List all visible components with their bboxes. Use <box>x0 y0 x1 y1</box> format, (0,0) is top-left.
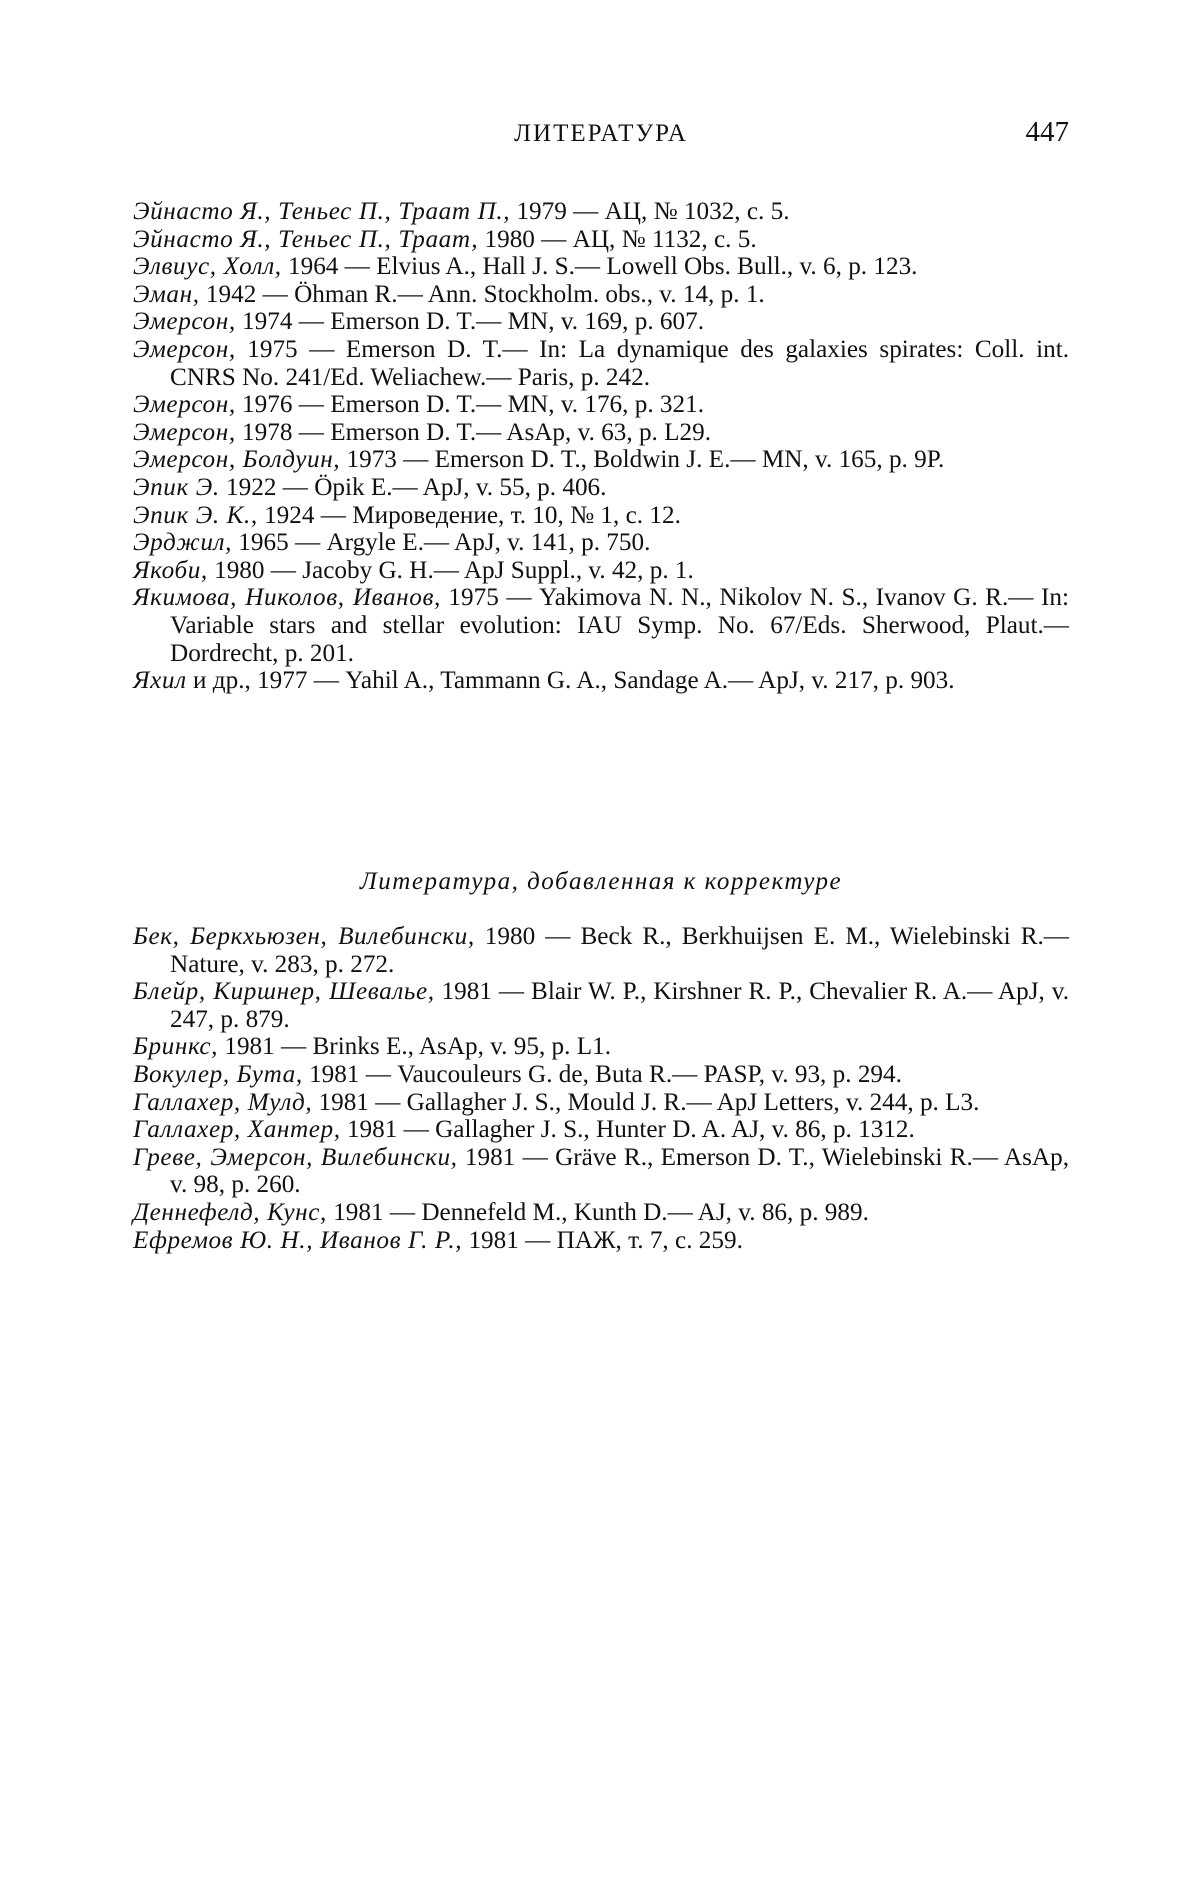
reference-authors: Эйнасто Я., Теньес П., Траат П., <box>133 198 511 225</box>
reference-details: 1980 — АЦ, № 1132, с. 5. <box>478 225 757 253</box>
reference-entry <box>133 336 1069 391</box>
reference-authors: Ефремов Ю. Н., Иванов Г. Р., <box>133 1226 463 1254</box>
reference-details: 1975 — Yakimova N. N., Nikolov N. S., Ivanov G. R.— In: Variable stars and stellar evolution: IAU Symp. No. 67/Eds. Sherwood, Plaut.— Dordrecht, p. 201. <box>170 584 1069 667</box>
reference-authors: Эмерсон, <box>133 418 236 446</box>
reference-authors: Яхил <box>133 667 187 695</box>
reference-entry <box>133 226 1069 254</box>
reference-details: 1974 — Emerson D. T.— MN, v. 169, p. 607. <box>235 308 705 336</box>
reference-details: 1980 — Jacoby G. H.— ApJ Suppl., v. 42, p. 1. <box>207 556 694 584</box>
reference-entry <box>133 978 1069 1033</box>
reference-authors: Эпик Э. К., <box>133 501 258 529</box>
reference-authors: Бек, Беркхьюзен, Вилебински, <box>133 923 475 950</box>
page-header <box>133 116 1069 156</box>
reference-entry <box>133 1033 1069 1061</box>
reference-authors: Вокулер, Бута, <box>133 1060 303 1088</box>
reference-details: 1942 — Öhman R.— Ann. Stockholm. obs., v. 14, p. 1. <box>199 280 765 308</box>
reference-authors: Эрджил, <box>133 529 232 557</box>
reference-entry <box>133 1089 1069 1117</box>
reference-entry <box>133 391 1069 419</box>
reference-details: 1973 — Emerson D. T., Boldwin J. E.— MN, v. 165, p. 9P. <box>340 446 945 474</box>
reference-entry <box>133 281 1069 309</box>
reference-details: 1922 — Öpik E.— ApJ, v. 55, p. 406. <box>219 473 607 501</box>
reference-authors: Эмерсон, <box>133 391 236 419</box>
reference-authors: Эпик Э. <box>133 473 220 501</box>
reference-list <box>133 198 1069 695</box>
reference-details: 1981 — Gallagher J. S., Hunter D. A. AJ, v. 86, p. 1312. <box>340 1116 915 1144</box>
reference-details: 1979 — АЦ, № 1032, с. 5. <box>510 198 790 225</box>
added-reference-list <box>133 923 1069 1254</box>
reference-authors: Элвиус, Холл, <box>133 253 282 281</box>
reference-entry <box>133 1116 1069 1144</box>
reference-details: 1976 — Emerson D. T.— MN, v. 176, p. 321. <box>235 391 705 419</box>
reference-details: 1981 — Gräve R., Emerson D. T., Wielebinski R.— AsAp, v. 98, p. 260. <box>170 1143 1069 1199</box>
running-title: ЛИТЕРАТУРА <box>514 120 688 147</box>
reference-authors: Якоби, <box>133 556 208 584</box>
reference-details: 1924 — Мироведение, т. 10, № 1, с. 12. <box>257 501 681 529</box>
reference-entry <box>133 557 1069 585</box>
reference-authors: Блейр, Киршнер, Шевалье, <box>133 978 435 1006</box>
reference-entry <box>133 529 1069 557</box>
reference-details: 1965 — Argyle E.— ApJ, v. 141, p. 750. <box>232 529 651 557</box>
reference-details: 1981 — Vaucouleurs G. de, Buta R.— PASP, v. 93, p. 294. <box>302 1060 902 1088</box>
reference-details: 1975 — Emerson D. T.— In: La dynamique des galaxies spirates: Coll. int. CNRS No. 241/Ed. Weliachew.— Paris, p. 242. <box>170 335 1069 391</box>
reference-entry <box>133 1144 1069 1199</box>
reference-authors: Эмерсон, <box>133 308 236 336</box>
reference-authors: Эйнасто Я., Теньес П., Траат, <box>133 225 479 253</box>
reference-details: 1981 — ПАЖ, т. 7, с. 259. <box>462 1226 743 1254</box>
reference-authors: Деннефелд, Кунс, <box>133 1198 327 1226</box>
reference-authors: Эман, <box>133 280 200 308</box>
reference-authors: Эмерсон, <box>133 335 236 363</box>
reference-entry <box>133 923 1069 978</box>
reference-authors: Галлахер, Мулд, <box>133 1088 313 1116</box>
reference-entry <box>133 253 1069 281</box>
reference-entry <box>133 308 1069 336</box>
reference-entry <box>133 474 1069 502</box>
reference-entry <box>133 667 1069 695</box>
reference-authors: Галлахер, Хантер, <box>133 1116 341 1144</box>
reference-authors: Якимова, Николов, Иванов, <box>133 584 441 612</box>
reference-authors: Греве, Эмерсон, Вилебински, <box>133 1143 458 1171</box>
reference-authors: Эмерсон, Болдуин, <box>133 446 341 474</box>
reference-entry <box>133 584 1069 667</box>
section-title: Литература, добавленная к корректуре <box>359 868 843 895</box>
reference-details: 1981 — Dennefeld M., Kunth D.— AJ, v. 86, p. 989. <box>326 1198 869 1226</box>
reference-details: и др., 1977 — Yahil A., Tammann G. A., Sandage A.— ApJ, v. 217, p. 903. <box>186 667 955 695</box>
reference-entry <box>133 502 1069 530</box>
reference-details: 1978 — Emerson D. T.— AsAp, v. 63, p. L29. <box>235 418 712 446</box>
reference-entry <box>133 1061 1069 1089</box>
reference-entry <box>133 198 1069 226</box>
reference-details: 1964 — Elvius A., Hall J. S.— Lowell Obs. Bull., v. 6, p. 123. <box>281 253 918 281</box>
reference-details: 1980 — Beck R., Berkhuijsen E. M., Wielebinski R.— Nature, v. 283, p. 272. <box>170 923 1069 978</box>
reference-entry <box>133 1199 1069 1227</box>
reference-entry <box>133 419 1069 447</box>
reference-details: 1981 — Brinks E., AsAp, v. 95, p. L1. <box>218 1033 612 1061</box>
reference-details: 1981 — Gallagher J. S., Mould J. R.— ApJ Letters, v. 244, p. L3. <box>312 1088 980 1116</box>
reference-entry <box>133 1227 1069 1255</box>
reference-entry <box>133 446 1069 474</box>
reference-authors: Бринкс, <box>133 1033 219 1061</box>
reference-details: 1981 — Blair W. P., Kirshner R. P., Chevalier R. A.— ApJ, v. 247, p. 879. <box>170 978 1070 1033</box>
page-number: 447 <box>1025 116 1069 148</box>
